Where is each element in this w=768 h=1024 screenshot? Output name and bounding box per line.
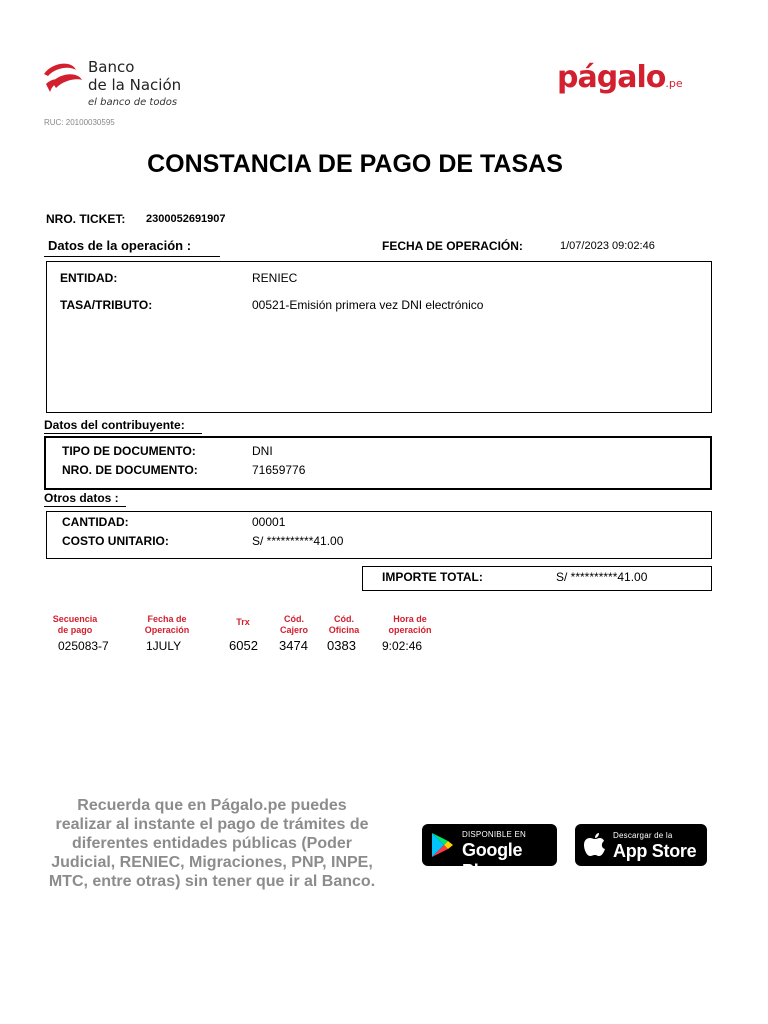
sequence-value: 025083-7	[58, 639, 109, 653]
pagalo-suffix: .pe	[665, 77, 683, 90]
google-play-big: Google Play	[462, 840, 523, 881]
office-value: 0383	[327, 638, 356, 653]
bank-name-line2: de la Nación	[88, 76, 182, 94]
operation-section-label: Datos de la operación :	[48, 238, 192, 253]
fee-label: TASA/TRIBUTO:	[60, 298, 153, 312]
taxpayer-section-label: Datos del contribuyente:	[44, 418, 185, 432]
entity-label: ENTIDAD:	[60, 271, 118, 285]
time-header: Hora de operación	[388, 614, 432, 635]
pagalo-brand: págalo	[557, 60, 666, 95]
app-store-big: App Store	[613, 841, 697, 861]
cashier-header: Cód. Cajero	[279, 614, 308, 635]
quantity-value: 00001	[252, 515, 286, 529]
entity-value: RENIEC	[252, 271, 298, 285]
pagalo-logo	[557, 60, 687, 106]
trx-value: 6052	[229, 638, 258, 653]
total-value: S/ **********41.00	[556, 570, 648, 584]
ticket-value: 2300052691907	[146, 213, 226, 225]
ruc-number: RUC: 20100030595	[44, 118, 115, 127]
office-header: Cód. Oficina	[328, 614, 360, 635]
app-store-badge[interactable]	[575, 824, 707, 866]
doc-type-value: DNI	[252, 444, 273, 458]
bank-logo-mark-icon	[42, 60, 84, 94]
google-play-icon	[430, 832, 454, 858]
unit-cost-value: S/ **********41.00	[252, 534, 344, 548]
date-header: Fecha de Operación	[144, 614, 190, 635]
trx-header: Trx	[236, 617, 250, 627]
bank-tagline: el banco de todos	[88, 97, 178, 108]
ticket-label: NRO. TICKET:	[46, 212, 126, 226]
operation-box	[46, 261, 712, 413]
sequence-header: Secuencia de pago	[52, 614, 98, 635]
doc-type-label: TIPO DE DOCUMENTO:	[62, 444, 196, 458]
promo-text: Recuerda que en Págalo.pe puedes realizar al instante el pago de trámites de diferentes entidades públicas (Poder Judicial, RENIEC, Migraciones, PNP, INPE, MTC, entre otras) sin tener que ir al Banco.	[48, 797, 376, 890]
bank-name-line1: Banco	[88, 58, 135, 76]
unit-cost-label: COSTO UNITARIO:	[62, 534, 169, 548]
cashier-value: 3474	[279, 638, 308, 653]
date-value: 1JULY	[146, 639, 182, 653]
doc-number-label: NRO. DE DOCUMENTO:	[62, 463, 198, 477]
app-store-small: Descargar de la	[613, 831, 673, 840]
google-play-small: DISPONIBLE EN	[462, 830, 526, 839]
operation-section-underline	[44, 256, 220, 257]
quantity-label: CANTIDAD:	[62, 515, 129, 529]
google-play-badge[interactable]	[422, 824, 557, 881]
operation-date-value: 1/07/2023 09:02:46	[560, 240, 655, 252]
page-title: CONSTANCIA DE PAGO DE TASAS	[147, 150, 563, 178]
bank-logo	[42, 58, 192, 114]
total-label: IMPORTE TOTAL:	[382, 570, 483, 584]
other-section-label: Otros datos :	[44, 491, 119, 505]
other-section-underline	[44, 506, 126, 507]
taxpayer-section-underline	[44, 433, 202, 434]
apple-icon	[584, 831, 606, 857]
fee-value: 00521-Emisión primera vez DNI electrónico	[252, 298, 484, 312]
doc-number-value: 71659776	[252, 463, 306, 477]
time-value: 9:02:46	[382, 639, 423, 653]
operation-date-label: FECHA DE OPERACIÓN:	[382, 239, 523, 253]
